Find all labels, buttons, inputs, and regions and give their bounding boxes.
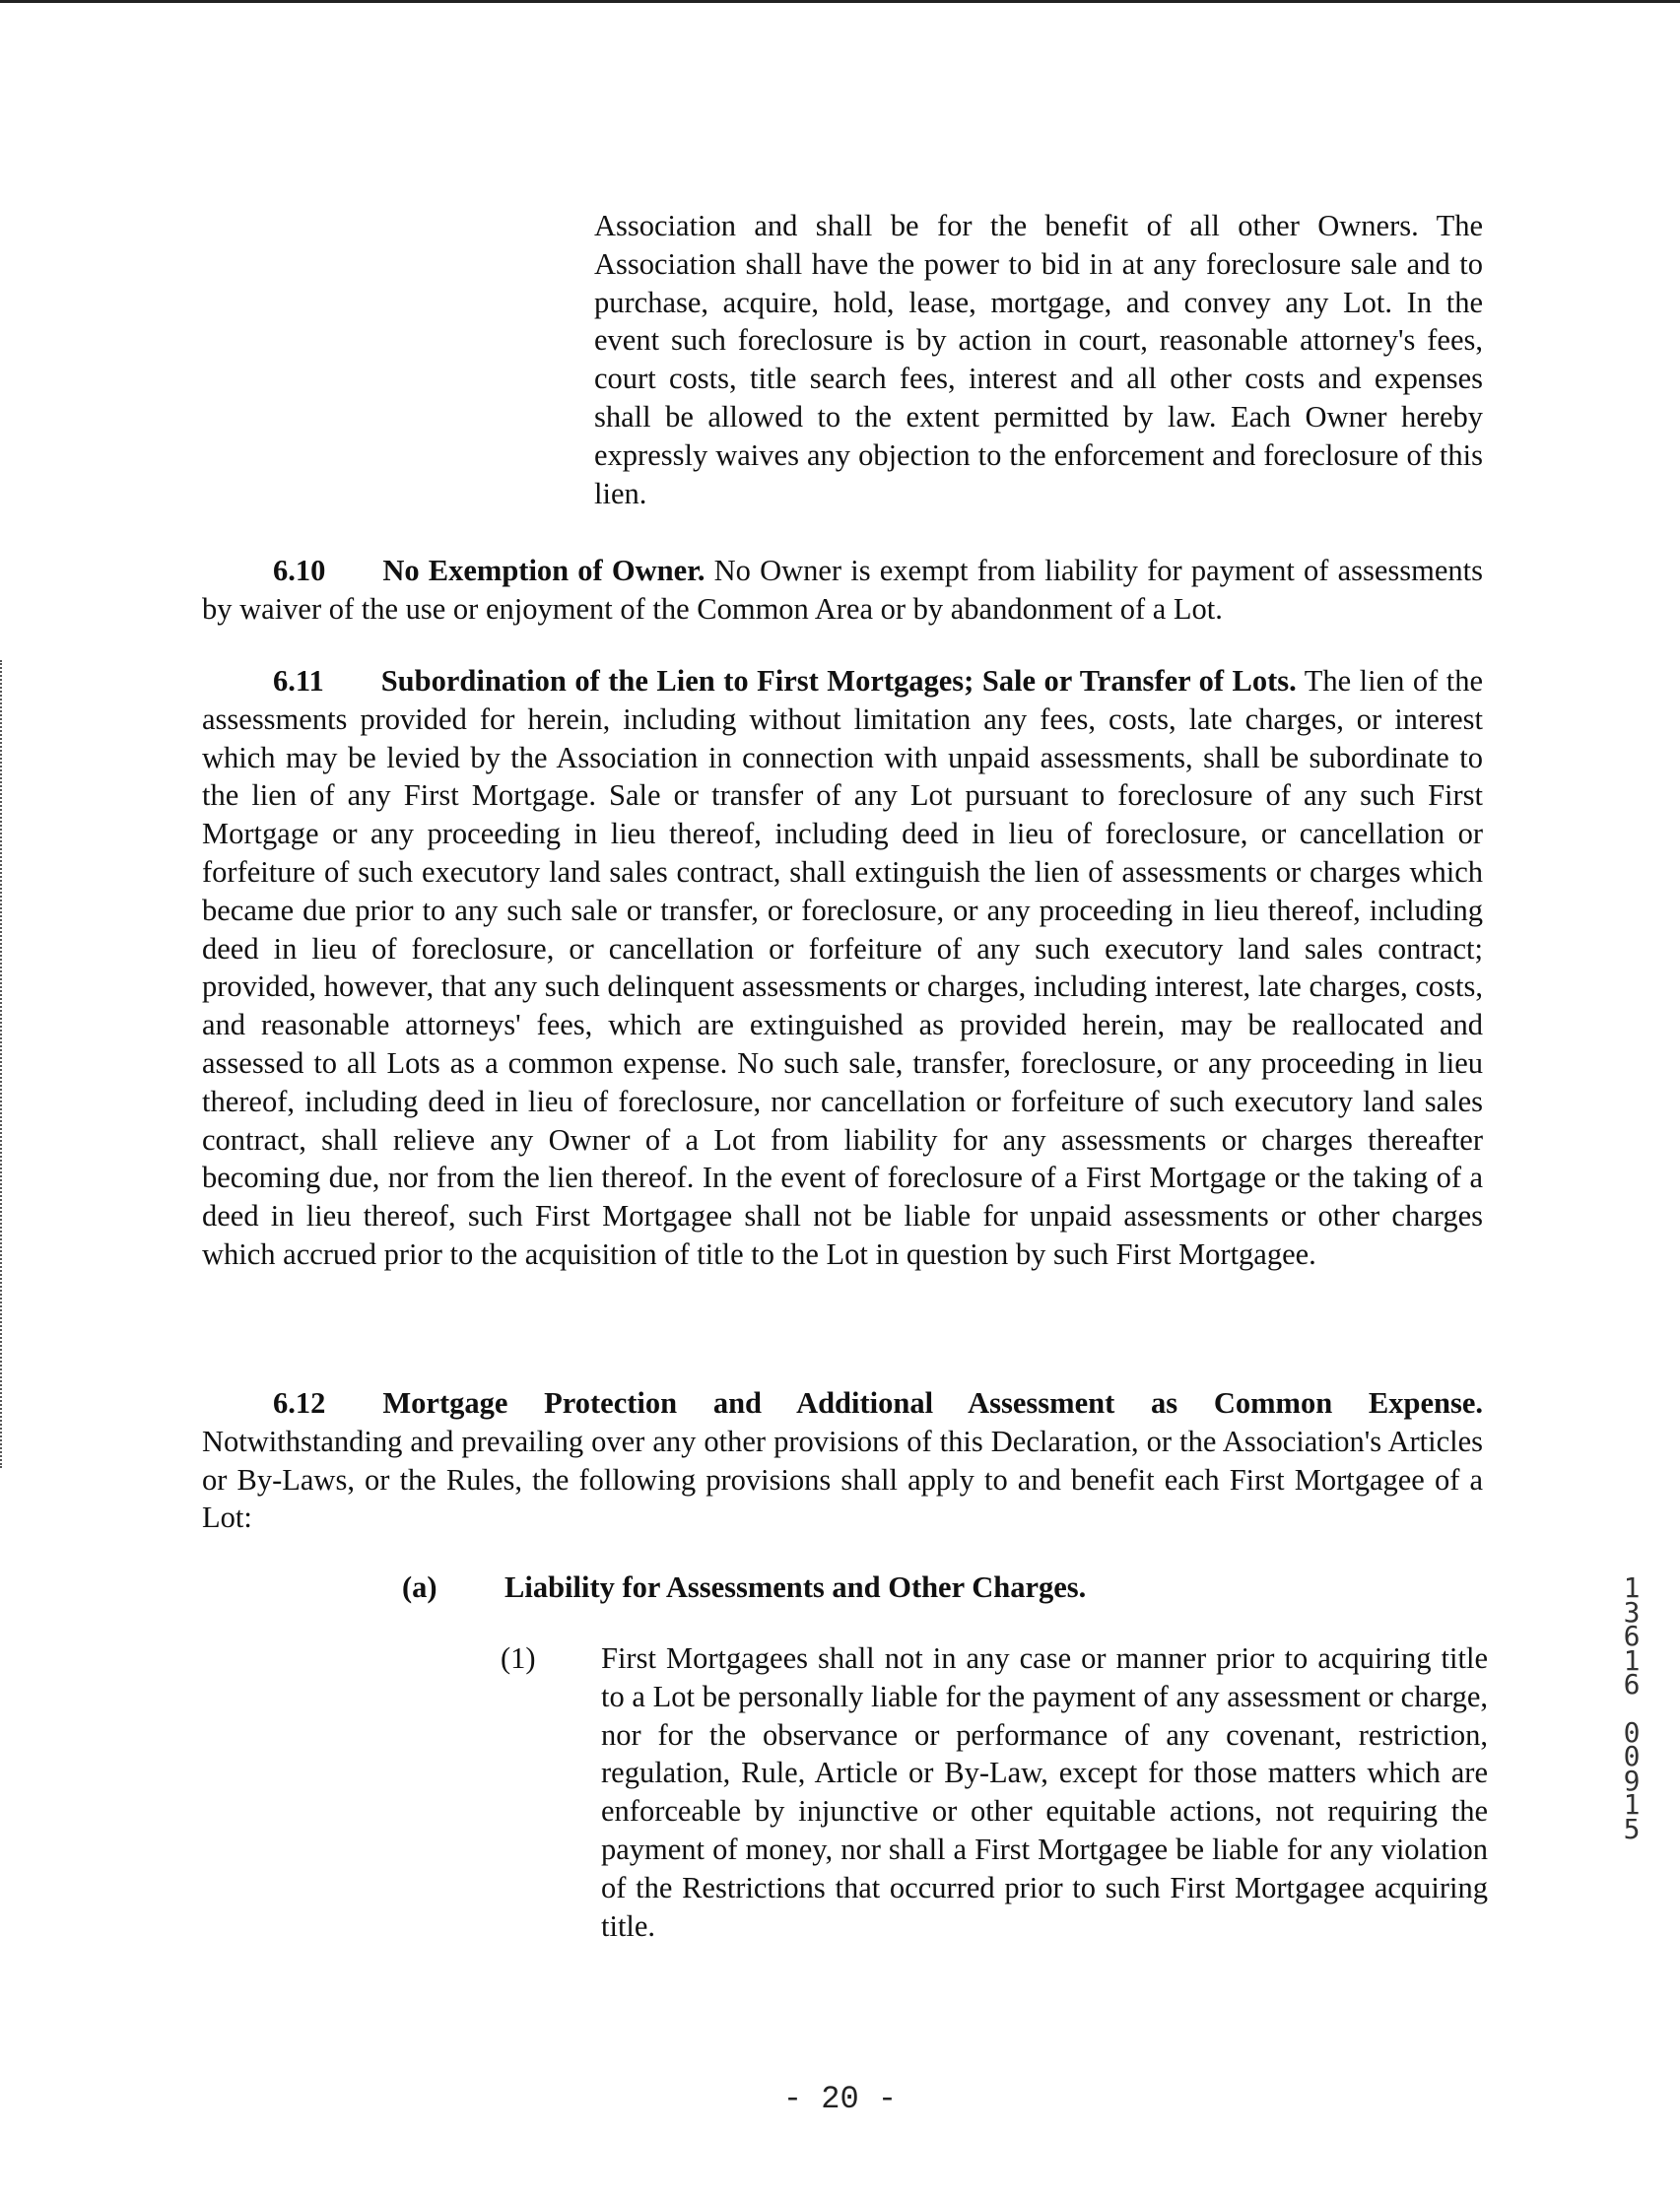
side-code-digit: 5	[1623, 1812, 1641, 1845]
item-text: First Mortgagees shall not in any case or manner prior to acquiring title to a Lot be personally liable for the payment of any assessment or charge, nor for the observance or performance of any covenant, restriction, regulation, Rule, Article or By-Law, except for those matters which are enforceable by injunctive or other equitable actions, not requiring the payment of money, nor shall a First Mortgagee be liable for any violation of the Restrictions that occurred prior to such First Mortgagee acquiring title.	[601, 1641, 1488, 1943]
side-code-digit: 0	[1623, 1740, 1641, 1772]
subsection-a-heading	[402, 1570, 1086, 1605]
side-code-digit: 1	[1623, 1788, 1641, 1821]
section-6-12	[202, 1384, 1483, 1537]
section-body: Notwithstanding and prevailing over any other provisions of this Declaration, or the Association's Articles or By-Laws, or the Rules, the following provisions shall apply to and benefit each First Mortgagee of a Lot:	[202, 1424, 1483, 1535]
subsection-label: (a)	[402, 1570, 437, 1604]
item-label: (1)	[501, 1641, 536, 1675]
scan-top-edge	[0, 0, 1680, 3]
section-title: Mortgage Protection and Additional Assessment as Common Expense.	[382, 1386, 1483, 1420]
section-6-11	[202, 662, 1483, 1274]
scan-left-edge-marks	[0, 660, 5, 1468]
section-body: No Owner is exempt from liability for payment of assessments by waiver of the use or enjoyment of the Common Area or by abandonment of a Lot.	[202, 554, 1483, 626]
section-title: No Exemption of Owner.	[382, 554, 706, 587]
section-body: The lien of the assessments provided for herein, including without limitation any fees, costs, late charges, or interest which may be levied by the Association in connection with unpaid assessments, shall be subordinate to the lien of any First Mortgage. Sale or transfer of any Lot pursuant to foreclosure of any such First Mortgage or any proceeding in lieu thereof, including deed in lieu of foreclosure, or cancellation or forfeiture of such executory land sales contract, shall extinguish the lien of assessments or charges which became due prior to any such sale or transfer, or foreclosure, or any proceeding in lieu thereof, including deed in lieu of foreclosure, or cancellation or forfeiture of any such executory land sales contract; provided, however, that any such delinquent assessments or charges, including interest, late charges, costs, and reasonable attorneys' fees, which are extinguished as provided herein, may be reallocated and assessed to all Lots as a common expense. No such sale, transfer, foreclosure, or any proceeding in lieu thereof, including deed in lieu of foreclosure, nor cancellation or forfeiture of such executory land sales contract, shall relieve any Owner of a Lot from liability for any assessments or charges thereafter becoming due, nor from the lien thereof. In the event of foreclosure of a First Mortgage or the taking of a deed in lieu thereof, such First Mortgagee shall not be liable for unpaid assessments or other charges which accrued prior to the acquisition of title to the Lot in question by such First Mortgagee.	[202, 664, 1483, 1271]
section-6-10	[202, 552, 1483, 629]
section-number: 6.12	[273, 1386, 326, 1420]
continuation-paragraph	[594, 207, 1483, 512]
side-code-digit: 6	[1623, 1620, 1641, 1652]
page-number: - 20 -	[782, 2081, 898, 2117]
side-code-digit: 3	[1623, 1595, 1641, 1629]
document-side-code	[1612, 1571, 1651, 1845]
side-code-digit: 6	[1623, 1668, 1641, 1701]
side-code-digit: 9	[1623, 1764, 1641, 1797]
side-code-digit: 0	[1623, 1715, 1641, 1749]
section-title: Subordination of the Lien to First Mortgages; Sale or Transfer of Lots.	[380, 664, 1297, 698]
section-number: 6.11	[273, 664, 324, 698]
subsection-title: Liability for Assessments and Other Charges.	[504, 1570, 1087, 1604]
continuation-text: Association and shall be for the benefit of all other Owners. The Association shall have the power to bid in at any foreclosure sale and to purchase, acquire, hold, lease, mortgage, and convey any Lot. In the event such foreclosure is by action in court, reasonable attorney's fees, court costs, title search fees, interest and all other costs and expenses shall be allowed to the extent permitted by law. Each Owner hereby expressly waives any objection to the enforcement and foreclosure of this lien.	[594, 209, 1483, 510]
section-number: 6.10	[273, 554, 326, 587]
side-code-digit: 1	[1623, 1571, 1641, 1604]
side-code-digit: 1	[1623, 1643, 1641, 1677]
